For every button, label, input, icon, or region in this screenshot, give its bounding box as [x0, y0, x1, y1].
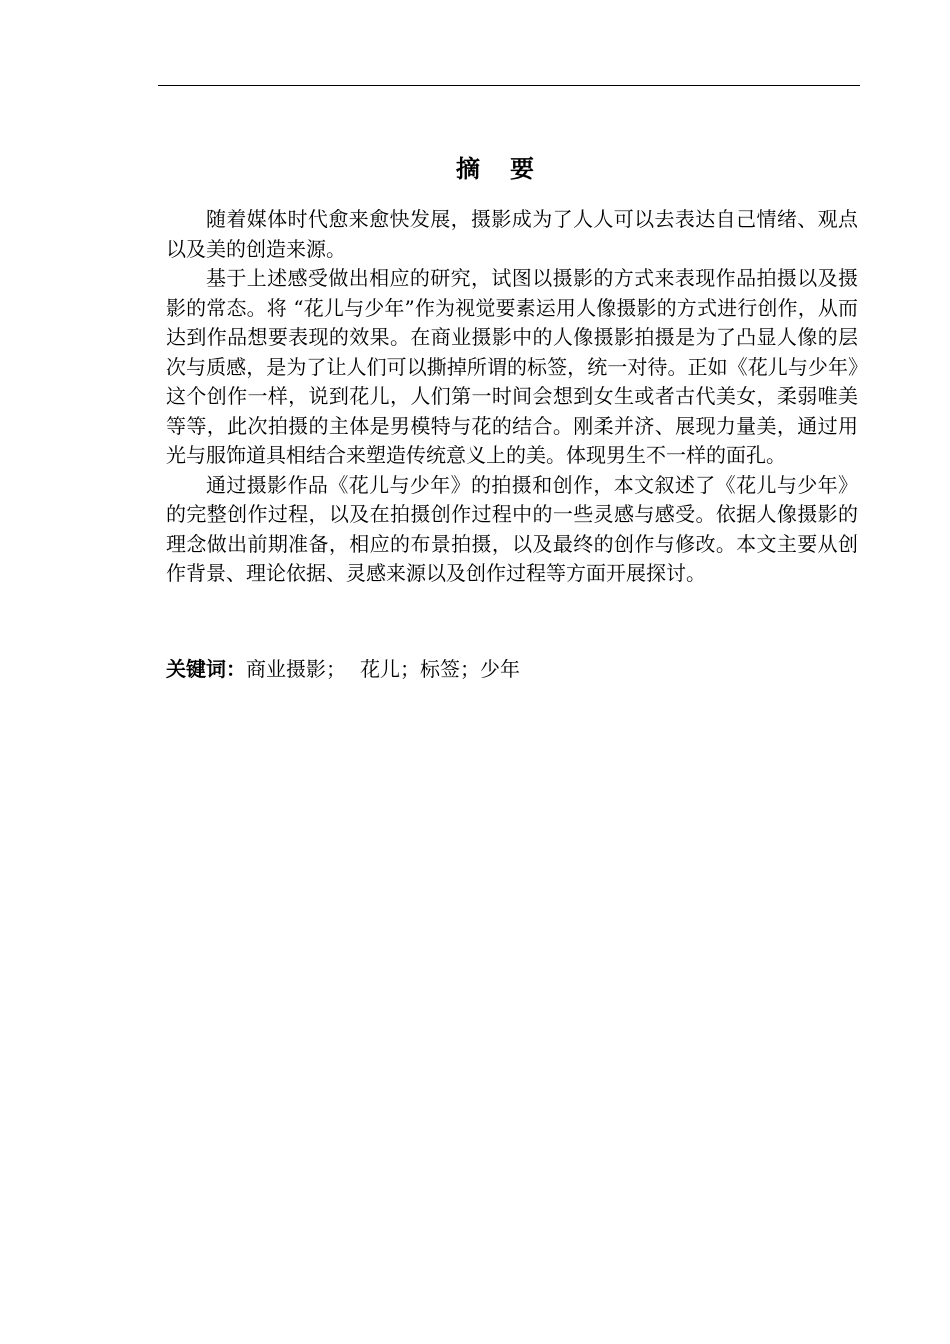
keyword-3: 标签；	[420, 657, 480, 681]
keywords-label: 关键词：	[166, 657, 246, 681]
abstract-paragraph-3: 通过摄影作品《花儿与少年》的拍摄和创作，本文叙述了《花儿与少年》的完整创作过程，以及在拍摄创作过程中的一些灵感与感受。依据人像摄影的理念做出前期准备，相应的布景拍摄，以及最终的创作与修改。本文主要从创作背景、理论依据、灵感来源以及创作过程等方面开展探讨。	[166, 472, 858, 585]
keyword-2: 花儿；	[360, 657, 420, 681]
keyword-1: 商业摄影；	[246, 657, 346, 681]
abstract-paragraph-1: 随着媒体时代愈来愈快发展，摄影成为了人人可以去表达自己情绪、观点以及美的创造来源。	[166, 207, 858, 261]
keywords-line	[166, 655, 858, 685]
header-rule	[158, 85, 860, 86]
keyword-4: 少年	[480, 657, 520, 681]
abstract-paragraph-2: 基于上述感受做出相应的研究，试图以摄影的方式来表现作品拍摄以及摄影的常态。将 “花儿与少年”作为视觉要素运用人像摄影的方式进行创作，从而达到作品想要表现的效果。在商业摄影中的人像摄影拍摄是为了凸显人像的层次与质感，是为了让人们可以撕掉所谓的标签，统一对待。正如《花儿与少年》这个创作一样，说到花儿，人们第一时间会想到女生或者古代美女，柔弱唯美等等，此次拍摄的主体是男模特与花的结合。刚柔并济、展现力量美，通过用光与服饰道具相结合来塑造传统意义上的美。体现男生不一样的面孔。	[166, 266, 858, 467]
abstract-title: 摘要	[456, 155, 564, 183]
abstract-body	[166, 205, 858, 589]
